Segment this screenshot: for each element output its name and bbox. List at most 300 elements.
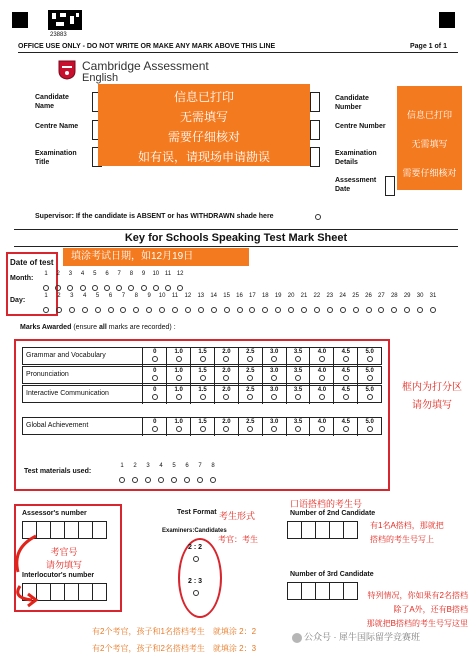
material-bubble[interactable] [158, 477, 164, 483]
day-option[interactable] [195, 293, 207, 318]
score-bubble[interactable] [176, 394, 182, 400]
third-candidate-note [344, 590, 468, 629]
score-option[interactable] [286, 386, 310, 404]
score-option[interactable] [333, 386, 357, 404]
score-value: 0 [153, 387, 157, 393]
day-bubble[interactable] [69, 307, 75, 313]
score-option[interactable] [286, 367, 310, 385]
digit-cell[interactable] [315, 521, 330, 539]
material-option[interactable] [168, 463, 180, 488]
digit-cell[interactable] [287, 582, 302, 600]
day-number: 24 [339, 293, 347, 299]
score-bubble[interactable] [176, 426, 182, 432]
third-note-line: 那就把B搭档的考生号写这里 [366, 619, 468, 628]
day-option[interactable] [208, 293, 220, 318]
day-number: 25 [352, 293, 359, 299]
score-bubble[interactable] [247, 426, 253, 432]
score-bubble[interactable] [152, 356, 158, 362]
score-value: 1.0 [174, 349, 183, 355]
score-bubble[interactable] [367, 426, 373, 432]
score-bubble[interactable] [343, 356, 349, 362]
score-option[interactable] [214, 386, 238, 404]
material-option[interactable] [181, 463, 193, 488]
criterion-label: Grammar and Vocabulary [26, 352, 106, 359]
score-option[interactable] [238, 386, 262, 404]
score-value: 5.0 [365, 349, 374, 355]
digit-cell[interactable] [50, 583, 65, 601]
interlocutor-label: Interlocutor's number [22, 572, 95, 579]
day-option[interactable] [156, 293, 168, 318]
score-option[interactable] [166, 367, 190, 385]
score-option[interactable] [142, 386, 166, 404]
day-bubble[interactable] [82, 307, 88, 313]
examination-title-label: Examination Title [35, 150, 77, 166]
score-value: 2.0 [222, 349, 231, 355]
score-value: 1.5 [198, 349, 207, 355]
overlay-line: 需要仔细核对 [167, 130, 240, 144]
assessment-date-box[interactable] [385, 176, 395, 196]
material-option[interactable] [155, 463, 167, 488]
score-bubble[interactable] [271, 394, 277, 400]
day-number: 29 [403, 293, 411, 299]
score-option[interactable] [190, 367, 214, 385]
day-option[interactable] [311, 293, 323, 318]
score-bubble[interactable] [152, 375, 158, 381]
day-bubble[interactable] [301, 307, 307, 313]
material-number: 3 [146, 463, 150, 469]
score-value: 2.0 [222, 368, 231, 374]
assessment-date-label: Assessment Date [335, 177, 377, 193]
global-achievement-row [22, 417, 382, 435]
format-2-3-bubble[interactable] [193, 590, 199, 596]
day-bubble[interactable] [120, 307, 126, 313]
digit-cell[interactable] [92, 521, 107, 539]
score-value: 1.5 [198, 419, 207, 425]
bottom-note-1: 有2个考官，孩子和1名搭档考生 就填涂 2：2 [92, 627, 257, 636]
month-bubble[interactable] [67, 285, 73, 291]
digit-cell[interactable] [64, 521, 79, 539]
digit-cell[interactable] [287, 521, 302, 539]
digit-cell[interactable] [78, 521, 93, 539]
score-bubble[interactable] [319, 356, 325, 362]
centre-name-label: Centre Name [35, 123, 79, 130]
score-option[interactable] [333, 418, 357, 436]
sheet-title-bar [14, 229, 458, 247]
watermark-text: 公众号 · 犀牛国际留学竞赛班 [304, 632, 420, 642]
score-option[interactable] [262, 367, 286, 385]
score-value: 4.0 [317, 349, 327, 355]
format-option-2-3: 2 : 3 [188, 578, 203, 585]
score-option[interactable] [142, 418, 166, 436]
day-number: 6 [108, 293, 113, 299]
score-value: 1.0 [174, 368, 183, 374]
score-value: 1.0 [174, 419, 183, 425]
score-option[interactable] [214, 367, 238, 385]
day-option[interactable] [363, 293, 375, 318]
day-bubble[interactable] [262, 307, 268, 313]
day-number: 8 [134, 293, 138, 299]
score-option[interactable] [309, 386, 333, 404]
score-option[interactable] [262, 418, 286, 436]
day-bubble[interactable] [159, 307, 165, 313]
score-value: 4.5 [341, 387, 350, 393]
month-number: 3 [68, 271, 73, 277]
score-option[interactable] [190, 418, 214, 436]
day-bubble[interactable] [146, 307, 152, 313]
second-note-line: 搭档的考生号写上 [370, 535, 434, 544]
score-bubble[interactable] [223, 394, 229, 400]
day-option[interactable] [375, 293, 387, 318]
month-number: 6 [105, 271, 109, 277]
score-option[interactable] [333, 348, 357, 366]
day-option[interactable] [143, 293, 155, 318]
month-number: 10 [152, 271, 160, 277]
day-number: 12 [184, 293, 192, 299]
score-bubble[interactable] [223, 426, 229, 432]
candidate-number-box[interactable] [310, 92, 320, 112]
day-bubble[interactable] [211, 307, 217, 313]
day-option[interactable] [169, 293, 181, 318]
score-bubble[interactable] [200, 426, 206, 432]
score-option[interactable] [214, 348, 238, 366]
candidate-number-label: Candidate Number [335, 95, 369, 111]
marks-note-line: 框内为打分区 [402, 382, 462, 393]
day-number: 1 [44, 293, 48, 299]
score-value: 2.5 [246, 419, 255, 425]
score-option[interactable] [190, 386, 214, 404]
day-bubble[interactable] [288, 307, 294, 313]
score-option[interactable] [214, 418, 238, 436]
material-option[interactable] [194, 463, 206, 488]
test-format-sub: 考官：考生 [218, 535, 258, 544]
material-number: 5 [172, 463, 176, 469]
day-option[interactable] [388, 293, 400, 318]
criterion-row [22, 385, 382, 403]
digit-cell[interactable] [64, 583, 79, 601]
score-bubble[interactable] [319, 394, 325, 400]
marks-heading [20, 324, 176, 331]
day-bubble[interactable] [249, 307, 255, 313]
material-bubble[interactable] [171, 477, 177, 483]
day-bubble[interactable] [95, 307, 101, 313]
score-option[interactable] [166, 386, 190, 404]
format-option-2-2: 2 : 2 [188, 544, 203, 551]
day-option[interactable] [66, 293, 78, 318]
day-option[interactable] [92, 293, 104, 318]
score-bubble[interactable] [200, 394, 206, 400]
examiner-note-line: 考官号 [50, 547, 78, 557]
day-option[interactable] [401, 293, 413, 318]
score-option[interactable] [166, 348, 190, 366]
score-value: 4.0 [317, 387, 327, 393]
curved-arrow-icon [8, 528, 48, 608]
material-bubble[interactable] [145, 477, 151, 483]
digit-cell[interactable] [50, 521, 65, 539]
day-bubble[interactable] [275, 307, 281, 313]
material-bubble[interactable] [184, 477, 190, 483]
score-option[interactable] [333, 367, 357, 385]
score-option[interactable] [309, 418, 333, 436]
day-number: 23 [326, 293, 334, 299]
material-bubble[interactable] [119, 477, 125, 483]
material-bubble[interactable] [132, 477, 138, 483]
day-bubble[interactable] [404, 307, 410, 313]
day-number: 2 [57, 293, 61, 299]
score-option[interactable] [166, 418, 190, 436]
absent-bubble[interactable] [315, 214, 321, 220]
score-value: 4.5 [341, 349, 350, 355]
score-value: 3.5 [293, 419, 303, 425]
month-bubble[interactable] [128, 285, 134, 291]
score-option[interactable] [357, 418, 381, 436]
day-option[interactable] [350, 293, 362, 318]
day-number: 4 [83, 293, 87, 299]
assessor-label: Assessor's number [22, 510, 87, 517]
month-bubble[interactable] [92, 285, 98, 291]
overlay-line: 无需填写 [179, 110, 228, 124]
score-value: 3.5 [293, 349, 303, 355]
material-option[interactable] [129, 463, 141, 488]
digit-cell[interactable] [301, 521, 316, 539]
day-bubble[interactable] [108, 307, 114, 313]
score-value: 1.5 [198, 387, 207, 393]
watermark [292, 630, 420, 643]
day-bubble[interactable] [327, 307, 333, 313]
score-bubble[interactable] [367, 394, 373, 400]
second-candidate-label: Number of 2nd Candidate [290, 510, 376, 517]
month-bubble[interactable] [104, 285, 110, 291]
day-option[interactable] [337, 293, 349, 318]
digit-cell[interactable] [329, 521, 344, 539]
day-option[interactable] [40, 293, 52, 318]
day-number: 28 [390, 293, 398, 299]
day-option[interactable] [272, 293, 284, 318]
score-option[interactable] [190, 348, 214, 366]
day-number: 22 [313, 293, 321, 299]
day-bubble[interactable] [43, 307, 49, 313]
score-bubble[interactable] [176, 356, 182, 362]
material-number: 6 [185, 463, 189, 469]
candidate-name-label: Candidate Name [35, 94, 69, 110]
material-option[interactable] [142, 463, 154, 488]
day-bubble[interactable] [353, 307, 359, 313]
score-value: 1.0 [174, 387, 183, 393]
day-bubble[interactable] [56, 307, 62, 313]
day-label: Day: [10, 297, 26, 304]
score-option[interactable] [309, 348, 333, 366]
score-bubble[interactable] [295, 375, 301, 381]
day-option[interactable] [79, 293, 91, 318]
wechat-icon [292, 633, 302, 643]
second-candidate-cells[interactable] [287, 521, 357, 539]
day-bubble[interactable] [237, 307, 243, 313]
day-bubble[interactable] [378, 307, 384, 313]
registration-mark-left [12, 12, 28, 28]
day-number: 18 [261, 293, 269, 299]
month-bubble[interactable] [141, 285, 147, 291]
day-number: 10 [158, 293, 166, 299]
month-bubble[interactable] [80, 285, 86, 291]
score-bubble[interactable] [176, 375, 182, 381]
format-2-2-bubble[interactable] [193, 556, 199, 562]
score-option[interactable] [286, 418, 310, 436]
score-bubble[interactable] [223, 356, 229, 362]
overlay-line: 信息已打印 [406, 110, 452, 120]
day-number: 16 [236, 293, 243, 299]
day-option[interactable] [246, 293, 258, 318]
day-bubble[interactable] [198, 307, 204, 313]
header-rule [18, 52, 458, 53]
supervisor-note: Supervisor: If the candidate is ABSENT or has WITHDRAWN shade here [35, 213, 274, 220]
score-bubble[interactable] [343, 375, 349, 381]
score-value: 5.0 [365, 387, 374, 393]
day-option[interactable] [324, 293, 336, 318]
score-option[interactable] [142, 367, 166, 385]
score-bubble[interactable] [200, 356, 206, 362]
score-value: 4.0 [317, 368, 327, 374]
criterion-row [22, 366, 382, 384]
score-bubble[interactable] [295, 426, 301, 432]
score-bubble[interactable] [200, 375, 206, 381]
centre-number-box[interactable] [310, 120, 320, 140]
score-value: 3.0 [269, 387, 279, 393]
day-option[interactable] [182, 293, 194, 318]
digit-cell[interactable] [315, 582, 330, 600]
marks-note-line: 请勿填写 [412, 400, 452, 411]
score-value: 0 [153, 419, 157, 425]
digit-cell[interactable] [301, 582, 316, 600]
material-number: 8 [211, 463, 215, 469]
month-number: 11 [164, 271, 172, 277]
score-value: 3.5 [293, 368, 303, 374]
digit-cell[interactable] [329, 582, 344, 600]
score-value: 5.0 [365, 419, 374, 425]
day-number: 19 [274, 293, 282, 299]
day-option[interactable] [298, 293, 310, 318]
score-bubble[interactable] [367, 356, 373, 362]
score-option[interactable] [286, 348, 310, 366]
month-bubble[interactable] [116, 285, 122, 291]
day-bubble[interactable] [340, 307, 346, 313]
score-bubble[interactable] [295, 356, 301, 362]
day-option[interactable] [53, 293, 65, 318]
score-bubble[interactable] [271, 426, 277, 432]
day-option[interactable] [414, 293, 426, 318]
day-bubble[interactable] [430, 307, 436, 313]
day-number: 13 [197, 293, 205, 299]
day-bubble[interactable] [133, 307, 139, 313]
logo-text-line1: Cambridge Assessment [82, 59, 209, 73]
score-value: 3.0 [269, 419, 279, 425]
material-bubble[interactable] [197, 477, 203, 483]
score-option[interactable] [142, 348, 166, 366]
day-option[interactable] [117, 293, 129, 318]
day-option[interactable] [221, 293, 233, 318]
day-bubble[interactable] [172, 307, 178, 313]
marks-heading-pre: Marks Awarded [20, 324, 72, 331]
material-option[interactable] [116, 463, 128, 488]
day-bubble[interactable] [185, 307, 191, 313]
day-bubble[interactable] [366, 307, 372, 313]
examination-details-box[interactable] [310, 147, 320, 167]
marks-heading-all: all [99, 324, 107, 331]
score-option[interactable] [357, 367, 381, 385]
third-note-line: 特列情况，你如果有2名搭档 [367, 591, 468, 600]
score-value: 3.5 [293, 387, 303, 393]
score-option[interactable] [309, 367, 333, 385]
month-number: 12 [176, 271, 184, 277]
month-bubble[interactable] [177, 285, 183, 291]
score-bubble[interactable] [343, 426, 349, 432]
day-option[interactable] [285, 293, 297, 318]
material-bubble[interactable] [210, 477, 216, 483]
office-use-notice: OFFICE USE ONLY - DO NOT WRITE OR MAKE ANY MARK ABOVE THIS LINE [18, 43, 276, 50]
digit-cell[interactable] [78, 583, 93, 601]
day-option[interactable] [234, 293, 246, 318]
score-bubble[interactable] [271, 375, 277, 381]
day-option[interactable] [259, 293, 271, 318]
score-option[interactable] [238, 418, 262, 436]
score-bubble[interactable] [247, 394, 253, 400]
score-bubble[interactable] [271, 356, 277, 362]
score-bubble[interactable] [247, 356, 253, 362]
score-bubble[interactable] [319, 375, 325, 381]
score-bubble[interactable] [223, 375, 229, 381]
score-value: 0 [153, 368, 157, 374]
score-bubble[interactable] [152, 426, 158, 432]
material-number: 1 [120, 463, 124, 469]
score-bubble[interactable] [295, 394, 301, 400]
score-option[interactable] [357, 348, 381, 366]
day-bubble[interactable] [224, 307, 230, 313]
day-option[interactable] [105, 293, 117, 318]
month-bubble[interactable] [43, 285, 49, 291]
criterion-label: Interactive Communication [26, 390, 109, 397]
material-number: 2 [133, 463, 137, 469]
day-option[interactable] [130, 293, 142, 318]
score-option[interactable] [262, 348, 286, 366]
score-value: 4.5 [341, 419, 350, 425]
day-number: 9 [147, 293, 151, 299]
score-bubble[interactable] [247, 375, 253, 381]
score-option[interactable] [357, 386, 381, 404]
score-option[interactable] [238, 367, 262, 385]
printed-info-overlay-right [397, 86, 462, 190]
score-option[interactable] [238, 348, 262, 366]
score-value: 2.5 [246, 387, 255, 393]
score-value: 1.5 [198, 368, 207, 374]
digit-cell[interactable] [92, 583, 107, 601]
day-option[interactable] [427, 293, 439, 318]
month-bubble[interactable] [153, 285, 159, 291]
day-bubble[interactable] [417, 307, 423, 313]
score-bubble[interactable] [343, 394, 349, 400]
month-bubble[interactable] [165, 285, 171, 291]
score-bubble[interactable] [319, 426, 325, 432]
marks-note [392, 378, 472, 411]
second-note-line: 有1名A搭档，那就把 [370, 521, 444, 530]
day-bubble[interactable] [391, 307, 397, 313]
month-bubble[interactable] [55, 285, 61, 291]
score-value: 2.5 [246, 368, 255, 374]
material-option[interactable] [207, 463, 219, 488]
score-bubble[interactable] [367, 375, 373, 381]
score-option[interactable] [262, 386, 286, 404]
overlay-line: 如有误，请现场申请勘误 [137, 150, 270, 164]
digit-cell[interactable] [343, 521, 358, 539]
score-bubble[interactable] [152, 394, 158, 400]
day-bubble[interactable] [314, 307, 320, 313]
